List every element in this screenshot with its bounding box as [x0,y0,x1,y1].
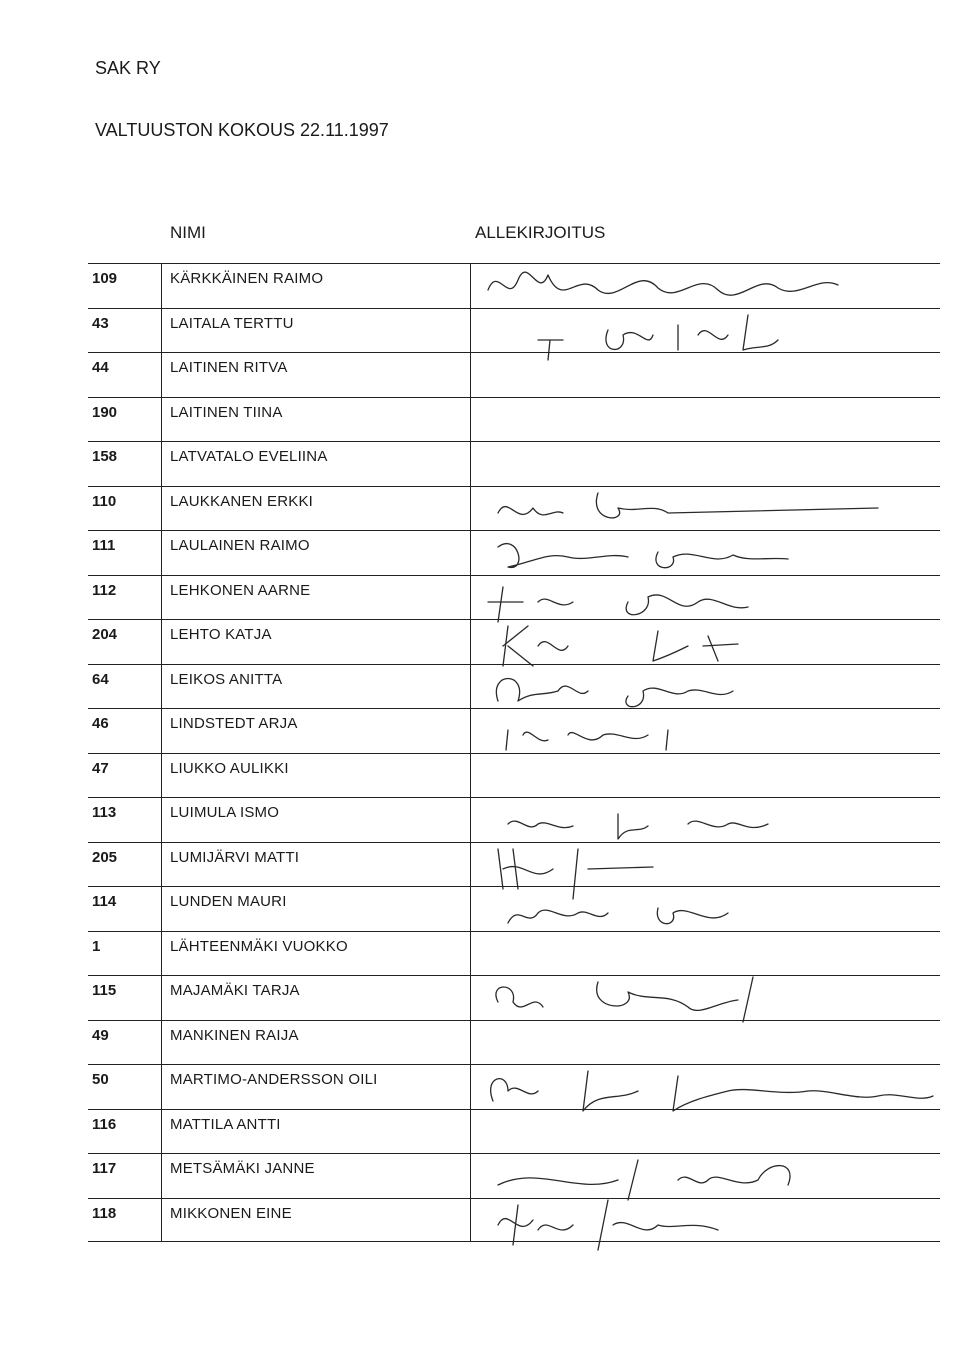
member-name: LUNDEN MAURI [170,893,287,910]
member-number: 190 [92,403,118,421]
member-name: LAULAINEN RAIMO [170,537,310,554]
member-number: 43 [92,314,109,332]
meeting-title: VALTUUSTON KOKOUS 22.11.1997 [95,120,389,140]
member-number: 44 [92,359,109,376]
member-name: MATTILA ANTTI [170,1115,281,1133]
member-name: LAITALA TERTTU [170,314,294,332]
column-divider [161,442,162,486]
column-divider [470,1065,471,1109]
member-number: 47 [92,759,109,777]
table-row [88,530,940,575]
name-column-header: NIMI [170,223,206,242]
member-name: LEHTO KATJA [170,626,272,643]
column-divider [470,620,471,664]
table-row [88,308,940,353]
column-divider [161,398,162,442]
table-row [88,975,940,1020]
table-row [88,352,940,397]
member-number: 112 [92,581,117,599]
column-divider [161,531,162,575]
column-divider [470,309,471,353]
member-name: LEIKOS ANITTA [170,670,283,688]
member-number: 113 [92,804,117,821]
column-divider [470,843,471,887]
column-divider [161,976,162,1020]
column-divider [161,1021,162,1065]
table-row [88,753,940,798]
member-number: 158 [92,448,118,465]
column-divider [470,1021,471,1065]
column-divider [470,531,471,575]
table-row [88,842,940,887]
signature-column-header: ALLEKIRJOITUS [475,223,606,242]
column-divider [470,976,471,1020]
table-row [88,1020,940,1065]
column-divider [161,1065,162,1109]
column-divider [161,264,162,308]
column-divider [161,665,162,709]
member-number: 49 [92,1026,109,1044]
column-divider [470,576,471,620]
table-row [88,797,940,842]
column-divider [161,353,162,397]
member-name: LAUKKANEN ERKKI [170,492,314,510]
table-row [88,1198,940,1243]
column-divider [470,264,471,308]
column-divider [161,1199,162,1242]
column-divider [470,798,471,842]
member-number: 116 [92,1115,117,1133]
table-row [88,397,940,442]
table-row [88,1064,940,1109]
member-name: MAJAMÄKI TARJA [170,982,300,999]
member-number: 114 [92,893,117,910]
member-name: LAITINEN TIINA [170,403,283,421]
column-divider [470,1154,471,1198]
column-divider [161,932,162,976]
table-row [88,931,940,976]
table-row [88,1109,940,1154]
member-number: 111 [92,537,116,554]
column-divider [161,620,162,664]
column-divider [161,309,162,353]
column-divider [470,932,471,976]
attendance-sheet [88,263,940,1242]
member-name: LIUKKO AULIKKI [170,759,289,777]
table-row [88,486,940,531]
member-name: LATVATALO EVELIINA [170,448,328,465]
member-name: LINDSTEDT ARJA [170,715,298,732]
column-divider [470,887,471,931]
column-divider [161,487,162,531]
column-divider [470,487,471,531]
member-number: 115 [92,982,117,999]
member-name: LAITINEN RITVA [170,359,288,376]
column-divider [161,1110,162,1154]
column-divider [470,1199,471,1242]
member-number: 109 [92,270,118,287]
organization-name: SAK RY [95,58,161,78]
member-name: LÄHTEENMÄKI VUOKKO [170,937,348,955]
member-number: 1 [92,937,101,955]
table-row [88,441,940,486]
column-divider [161,1154,162,1198]
table-row [88,619,940,664]
member-name: MARTIMO-ANDERSSON OILI [170,1071,378,1088]
column-divider [470,665,471,709]
table-row [88,1153,940,1198]
member-name: METSÄMÄKI JANNE [170,1160,315,1177]
column-divider [470,353,471,397]
column-divider [161,887,162,931]
column-divider [161,576,162,620]
member-number: 205 [92,848,118,866]
column-divider [161,843,162,887]
column-divider [161,798,162,842]
column-divider [470,1110,471,1154]
column-divider [470,709,471,753]
column-divider [470,442,471,486]
member-number: 204 [92,626,118,643]
member-number: 64 [92,670,109,688]
column-divider [161,754,162,798]
member-name: MIKKONEN EINE [170,1204,292,1222]
member-number: 46 [92,715,109,732]
member-number: 118 [92,1204,117,1222]
member-name: LUMIJÄRVI MATTI [170,848,300,866]
member-number: 110 [92,492,117,510]
table-row [88,708,940,753]
table-row [88,263,940,308]
member-number: 117 [92,1160,117,1177]
handwritten-signature [478,1195,938,1251]
member-name: KÄRKKÄINEN RAIMO [170,270,324,287]
column-divider [470,754,471,798]
member-name: MANKINEN RAIJA [170,1026,299,1044]
column-divider [470,398,471,442]
table-row [88,575,940,620]
table-row [88,664,940,709]
table-row [88,886,940,931]
column-divider [161,709,162,753]
member-number: 50 [92,1071,109,1088]
member-name: LEHKONEN AARNE [170,581,311,599]
member-name: LUIMULA ISMO [170,804,280,821]
